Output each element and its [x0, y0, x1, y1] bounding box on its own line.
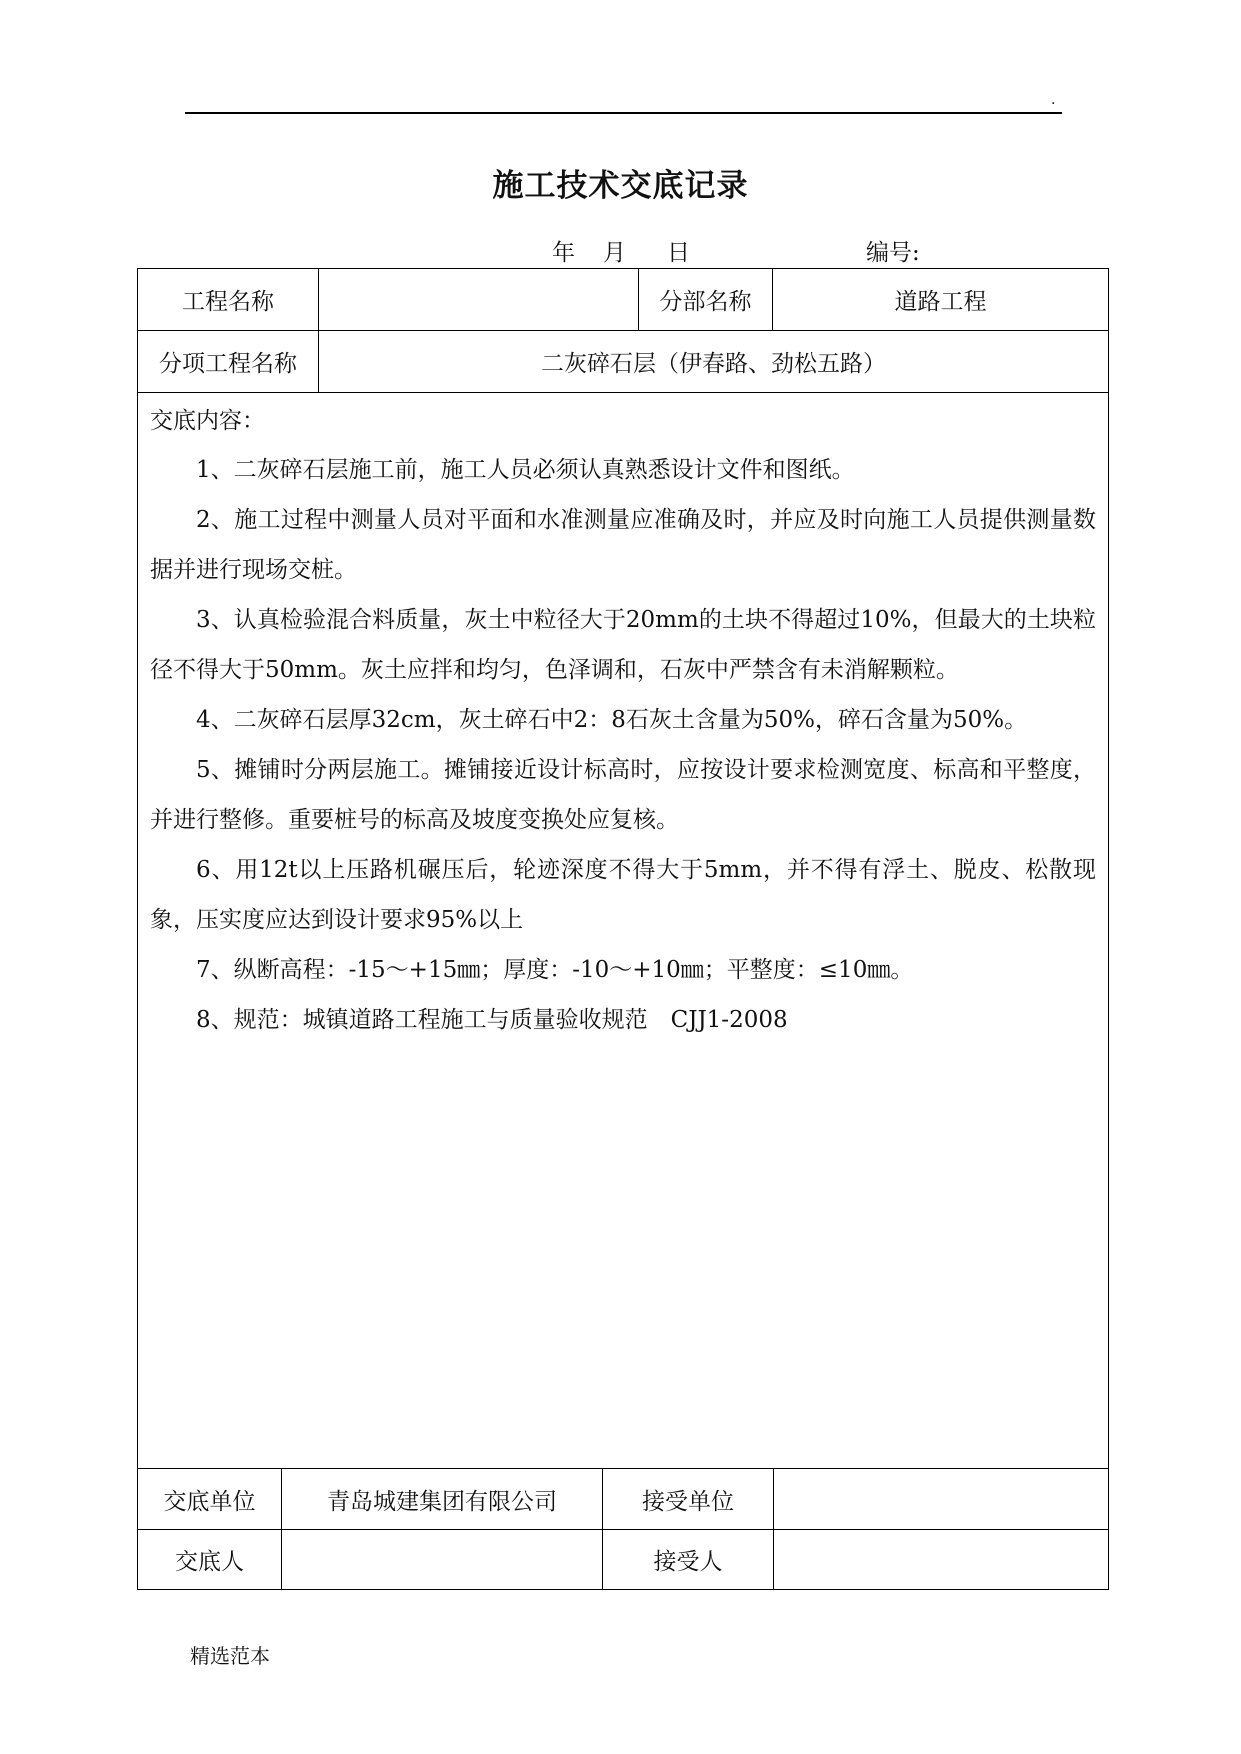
row-subitem	[138, 331, 1108, 393]
project-name-label: 工程名称	[138, 269, 319, 330]
content-item-1: 1、二灰碎石层施工前，施工人员必须认真熟悉设计文件和图纸。	[196, 457, 855, 483]
page-title: 施工技术交底记录	[492, 168, 749, 204]
content-item-5: 5、摊铺时分两层施工。摊铺接近设计标高时，应按设计要求检测宽度、标高和平整度，并进行整修。重要桩号的标高及坡度变换处应复核。	[150, 757, 1096, 833]
header-mark: .	[1051, 92, 1056, 108]
issuer-unit-label: 交底单位	[138, 1469, 282, 1529]
content-item-2: 2、施工过程中测量人员对平面和水准测量应准确及时，并应及时向施工人员提供测量数据并进行现场交桩。	[150, 507, 1096, 583]
row-persons	[138, 1530, 1108, 1589]
receiver-person-field[interactable]	[774, 1530, 1108, 1589]
row-units	[138, 1469, 1108, 1530]
content-item-4: 4、二灰碎石层厚32cm，灰土碎石中2：8石灰土含量为50%，碎石含量为50%。	[196, 707, 1028, 733]
disclosure-content[interactable]	[138, 395, 1108, 1469]
project-name-field[interactable]	[319, 269, 639, 330]
date-month-label: 月	[603, 240, 626, 266]
content-item-7: 7、纵断高程：-15～+15㎜；厚度：-10～+10㎜；平整度：≤10㎜。	[196, 957, 914, 983]
division-field[interactable]: 道路工程	[894, 289, 987, 315]
date-year-label: 年	[552, 240, 575, 266]
content-item-3: 3、认真检验混合料质量，灰土中粒径大于20mm的土块不得超过10%，但最大的土块粒径不得大于50mm。灰土应拌和均匀，色泽调和，石灰中严禁含有未消解颗粒。	[150, 607, 1096, 683]
footer-note: 精选范本	[190, 1644, 270, 1668]
content-item-6: 6、用12t以上压路机碾压后，轮迹深度不得大于5mm，并不得有浮土、脱皮、松散现象，压实度应达到设计要求95%以上	[150, 857, 1096, 933]
disclosure-form	[137, 268, 1109, 1590]
header-rule	[185, 112, 1062, 114]
date-day-label: 日	[667, 240, 690, 266]
receiver-unit-label: 接受单位	[603, 1469, 774, 1529]
content-label: 交底内容：	[150, 408, 265, 434]
serial-number-label: 编号:	[866, 240, 920, 266]
issuer-unit-field[interactable]: 青岛城建集团有限公司	[282, 1469, 603, 1529]
receiver-unit-field[interactable]	[774, 1469, 1108, 1529]
subitem-field[interactable]: 二灰碎石层（伊春路、劲松五路）	[541, 351, 886, 377]
content-item-8: 8、规范：城镇道路工程施工与质量验收规范 CJJ1-2008	[196, 1007, 788, 1033]
row-project	[138, 269, 1108, 331]
subitem-label: 分项工程名称	[138, 331, 319, 392]
division-label: 分部名称	[639, 269, 773, 330]
issuer-person-label: 交底人	[138, 1530, 282, 1589]
issuer-person-field[interactable]	[282, 1530, 603, 1589]
receiver-person-label: 接受人	[603, 1530, 774, 1589]
